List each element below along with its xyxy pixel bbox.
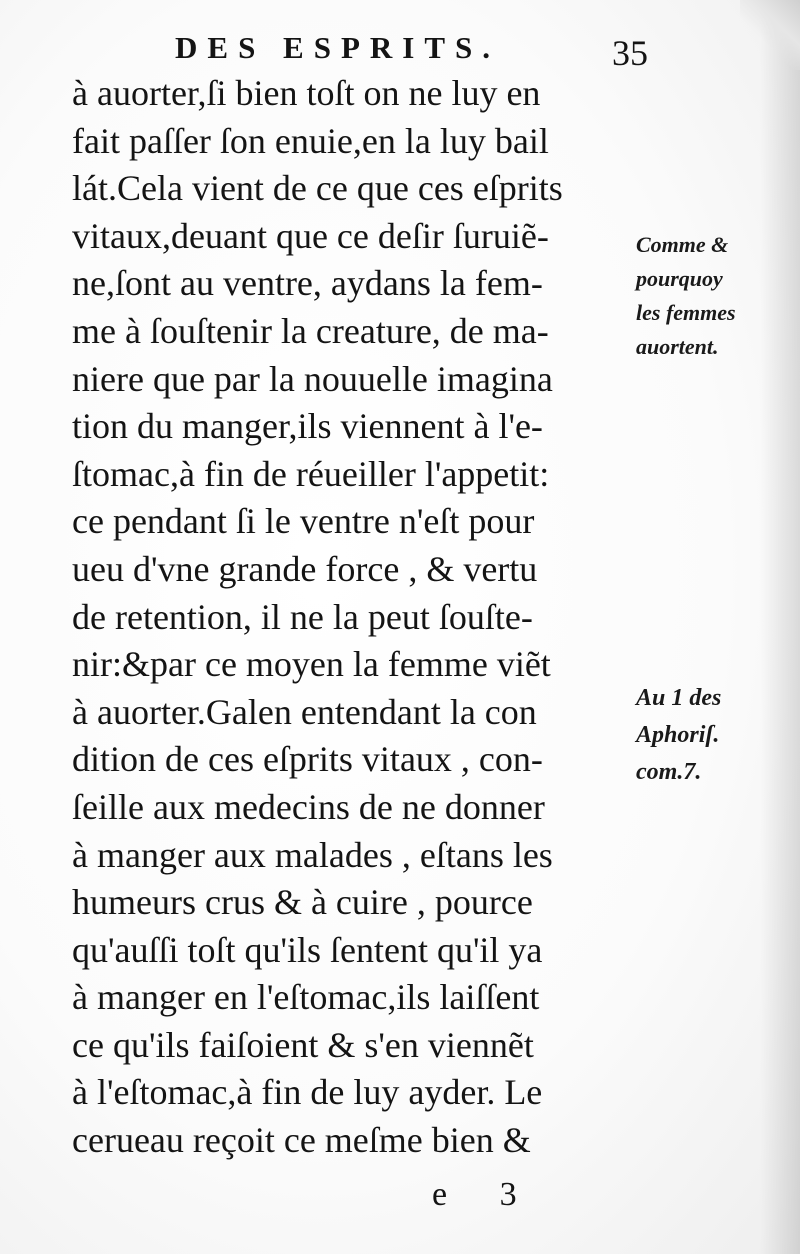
- text-line: ſeille aux medecins de ne donner: [72, 786, 545, 827]
- text-line: à l'eſtomac,à fin de luy ayder. Le: [72, 1072, 543, 1113]
- margin-note-line: auortent.: [636, 334, 719, 359]
- text-line: nir:&par ce moyen la femme viẽt: [72, 644, 551, 685]
- margin-note-line: Aphoriſ.: [636, 722, 720, 748]
- margin-note-line: pourquoy: [636, 266, 723, 291]
- text-line: de retention, il ne la peut ſouſte-: [72, 596, 533, 637]
- margin-note-aphorisms: [636, 680, 796, 791]
- text-line: ueu d'vne grande force , & vertu: [72, 548, 538, 589]
- text-line: ce pendant ſi le ventre n'eſt pour: [72, 501, 535, 542]
- text-line: qu'auſſi toſt qu'ils ſentent qu'il ya: [72, 929, 543, 970]
- margin-note-line: Au 1 des: [636, 685, 722, 711]
- text-line: lát.Cela vient de ce que ces eſprits: [72, 168, 563, 209]
- text-line: fait paſſer ſon enuie,en la luy bail: [72, 120, 549, 161]
- text-line: me à ſouſtenir la creature, de ma-: [72, 310, 549, 351]
- text-line: à auorter.Galen entendant la con: [72, 691, 537, 732]
- text-line: humeurs crus & à cuire , pource: [72, 882, 533, 923]
- page-number: 35: [612, 33, 648, 73]
- text-line: ce qu'ils faiſoient & s'en viennẽt: [72, 1024, 534, 1065]
- text-line: à manger aux malades , eſtans les: [72, 834, 553, 875]
- text-line: à manger en l'eſtomac,ils laiſſent: [72, 977, 540, 1018]
- text-line: à auorter,ſi bien toſt on ne luy en: [72, 73, 541, 113]
- text-line: vitaux,deuant que ce deſir ſuruiẽ-: [72, 215, 549, 256]
- text-line: tion du manger,ils viennent à l'e-: [72, 406, 543, 447]
- margin-note-line: com.7.: [636, 759, 702, 785]
- text-line: ſtomac,à fin de réueiller l'appetit:: [72, 453, 550, 494]
- margin-note-line: les femmes: [636, 300, 736, 325]
- page-edge-shadow: [760, 0, 800, 1254]
- running-head: DES ESPRITS.: [175, 30, 501, 65]
- text-line: niere que par la nouuelle imagina: [72, 358, 553, 399]
- page-corner-fold: [740, 0, 800, 70]
- text-line: dition de ces eſprits vitaux , con-: [72, 739, 543, 780]
- text-line: cerueau reçoit ce meſme bien &: [72, 1120, 531, 1161]
- body-text: [72, 70, 642, 1165]
- margin-note-miscarriage: [636, 228, 796, 364]
- signature-mark: e 3: [432, 1176, 539, 1213]
- margin-note-line: Comme &: [636, 232, 729, 257]
- text-line: ne,ſont au ventre, aydans la fem-: [72, 263, 543, 304]
